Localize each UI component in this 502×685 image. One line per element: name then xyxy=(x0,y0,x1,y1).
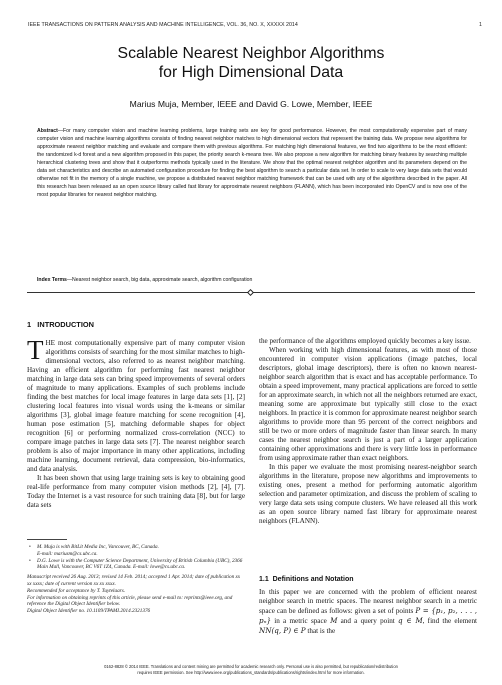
subsection-text-a: In this paper we are concerned with the problem of efficient nearest neighbor search in metric spaces. The nearest neighbor search in a metric space can be defined as follows: given a set of points xyxy=(259,588,477,616)
abstract xyxy=(37,127,467,199)
subsection-text-e: that is the xyxy=(305,627,336,636)
abstract-text: —For many computer vision and machine learning problems, large training sets are key for good performance. However, the most computationally expensive part of many computer vision and machine learning algorithms consists of finding nearest neighbor matches to high dimensional vectors that represent the training data. We propose new algorithms for approximate nearest neighbor matching and evaluate and compare them with previous algorithms. For matching high dimensional features, we find two algorithms to be the most efficient: the randomized k-d forest and a new algorithm proposed in this paper, the priority search k-means tree. We also propose a new algorithm for matching binary features by searching multiple hierarchical clustering trees and show that it outperforms methods typically used in the literature. We show that the optimal nearest neighbor algorithm and its parameters depend on the data set characteristics and describe an automated configuration procedure for finding the best algorithm to search a particular data set. In order to scale to very large data sets that would otherwise not fit in the memory of a single machine, we propose a distributed nearest neighbor matching framework that can be used with any of the algorithms described in the paper. All this research has been released as an open source library called fast library for approximate nearest neighbors (FLANN), which has been incorporated into OpenCV and is now one of the most popular libraries for nearest neighbor matching. xyxy=(37,128,467,199)
reprint-info: For information on obtaining reprints of this article, please send e-mail to: reprints@ieee.org, and reference the Digital Object Identifier below. xyxy=(27,594,233,608)
footnote-author-1-email: E-mail: mariusm@cs.ubc.ca. xyxy=(37,550,98,557)
manuscript-dates: Manuscript received 26 Aug. 2013; revised 14 Feb. 2014; accepted 1 Apr. 2014; date of publication xx xx xxxx; date of current version xx xx xxxx. xyxy=(27,574,241,587)
right-paragraph-3: In this paper we evaluate the most promising nearest-neighbor search algorithms in the literature, propose new algorithms and improvements to existing ones, present a method for performing automatic algorithm selection and parameter optimization, and discuss the problem of scaling to very large data sets using compute clusters. We have released all this work as an open source library named fast library for approximate nearest neighbors (FLANN). xyxy=(259,463,477,526)
subsection-title: Definitions and Notation xyxy=(272,576,354,583)
query-point-math: q ∈ M xyxy=(398,616,423,626)
right-column-body xyxy=(259,337,477,526)
copyright-line-1: 0162-8828 © 2014 IEEE. Translations and content mining are permitted for academic research only. Personal use is also permitted, but republication/redistribution xyxy=(104,664,398,669)
subsection-text-d: , find the element xyxy=(422,617,478,626)
right-paragraph-1: the performance of the algorithms employed quickly becomes a key issue. xyxy=(259,337,471,345)
divider-diamond-icon xyxy=(247,289,254,296)
footnote-rule xyxy=(27,539,67,540)
subsection-body xyxy=(259,588,477,636)
footnote-author-1-text: M. Muja is with BitLit Media Inc, Vancouver, BC, Canada. xyxy=(37,544,159,550)
index-terms-text: —Nearest neighbor search, big data, approximate search, algorithm configuration xyxy=(66,277,253,283)
subsection-heading xyxy=(259,576,354,583)
left-column-body xyxy=(27,335,245,510)
copyright-footer xyxy=(0,664,502,675)
title-line-1: Scalable Nearest Neighbor Algorithms xyxy=(117,45,385,62)
footnotes xyxy=(27,544,245,615)
nearest-neighbor-math: NN(q, P) ∈ P xyxy=(259,626,306,636)
intro-paragraph-1 xyxy=(27,335,245,474)
drop-cap: T xyxy=(27,335,44,365)
page-number: 1 xyxy=(479,22,482,28)
journal-name: IEEE TRANSACTIONS ON PATTERN ANALYSIS AND MACHINE INTELLIGENCE, VOL. 36, NO. X, XXXXX 2014 xyxy=(28,22,298,28)
metric-space-math: M xyxy=(330,616,338,626)
section-number: 1 xyxy=(27,320,32,329)
point-set-math: P = {p₁, p₂, . . . , pₙ} xyxy=(259,606,477,626)
copyright-line-2: requires IEEE permission. See http://www.ieee.org/publications_standards/publications/rights/index.html for more information. xyxy=(137,669,365,675)
abstract-label: Abstract xyxy=(37,128,58,134)
section-heading-introduction xyxy=(27,320,94,329)
subsection-number: 1.1 xyxy=(259,576,269,583)
footnote-author-1 xyxy=(27,544,245,558)
title-line-2: for High Dimensional Data xyxy=(158,63,344,81)
subsection-text-c: and a query point xyxy=(337,617,399,626)
doi: Digital Object Identifier no. 10.1109/TPAMI.2014.2321376 xyxy=(27,608,151,615)
intro-paragraph-1-text: HE most computationally expensive part of many computer vision algorithms consists of searching for the most similar matches to high-dimensional vectors, also referred to as nearest neighbor matching. Having an efficient algorithm for performing fast nearest neighbor matching in large data sets can bring speed improvements of several orders of magnitude to many applications. Examples of such problems include finding the best matches for local image features in large data sets [1], [2] clustering local features into visual words using the k-means or similar algorithms [3], global image feature matching for scene recognition [4], human pose estimation [5], matching deformable shapes for object recognition [6] or performing normalized cross-correlation (NCC) to compare image patches in large data sets [7]. The nearest neighbor search problem is also of major importance in many other applications, including machine learning, document retrieval, data compression, bio-informatics, and data analysis. xyxy=(27,339,245,474)
paper-title xyxy=(0,45,502,82)
index-terms xyxy=(37,276,467,284)
index-terms-label: Index Terms xyxy=(37,277,67,283)
footnote-author-2: • D.G. Lowe is with the Computer Science Department, University of British Columbia (UBC), 2366 Main Mall, Vancouver, BC V6T 1Z4, Canada. E-mail: lowe@cs.ubc.ca. xyxy=(27,558,245,572)
recommendation-note: Recommended for acceptance by T. Tuytelaars. xyxy=(27,587,126,594)
intro-paragraph-2: It has been shown that using large training sets is key to obtaining good real-life performance from many computer vision methods [2], [4], [7]. Today the Internet is a vast resource for such training data [8], but for large data sets xyxy=(27,474,245,510)
right-paragraph-2: When working with high dimensional features, as with most of those encountered in computer vision applications (image patches, local descriptors, global image descriptors), there is often no known nearest-neighbor search algorithm that is exact and has acceptable performance. To obtain a speed improvement, many practical applications are forced to settle for an approximate search, in which not all the neighbors returned are exact, meaning some are approximate but typically still close to the exact neighbors. In practice it is common for approximate nearest neighbor search algorithms to provide more than 95 percent of the correct neighbors and still be two or more orders of magnitude faster than linear search. In many cases the nearest neighbor search is just a part of a larger application containing other approximations and there is very little loss in performance from using approximate rather than exact neighbors. xyxy=(259,346,477,463)
section-title: INTRODUCTION xyxy=(37,320,94,329)
subsection-text-b: in a metric space xyxy=(271,617,331,626)
running-header xyxy=(28,22,482,28)
author-list: Marius Muja, Member, IEEE and David G. Lowe, Member, IEEE xyxy=(129,99,373,109)
